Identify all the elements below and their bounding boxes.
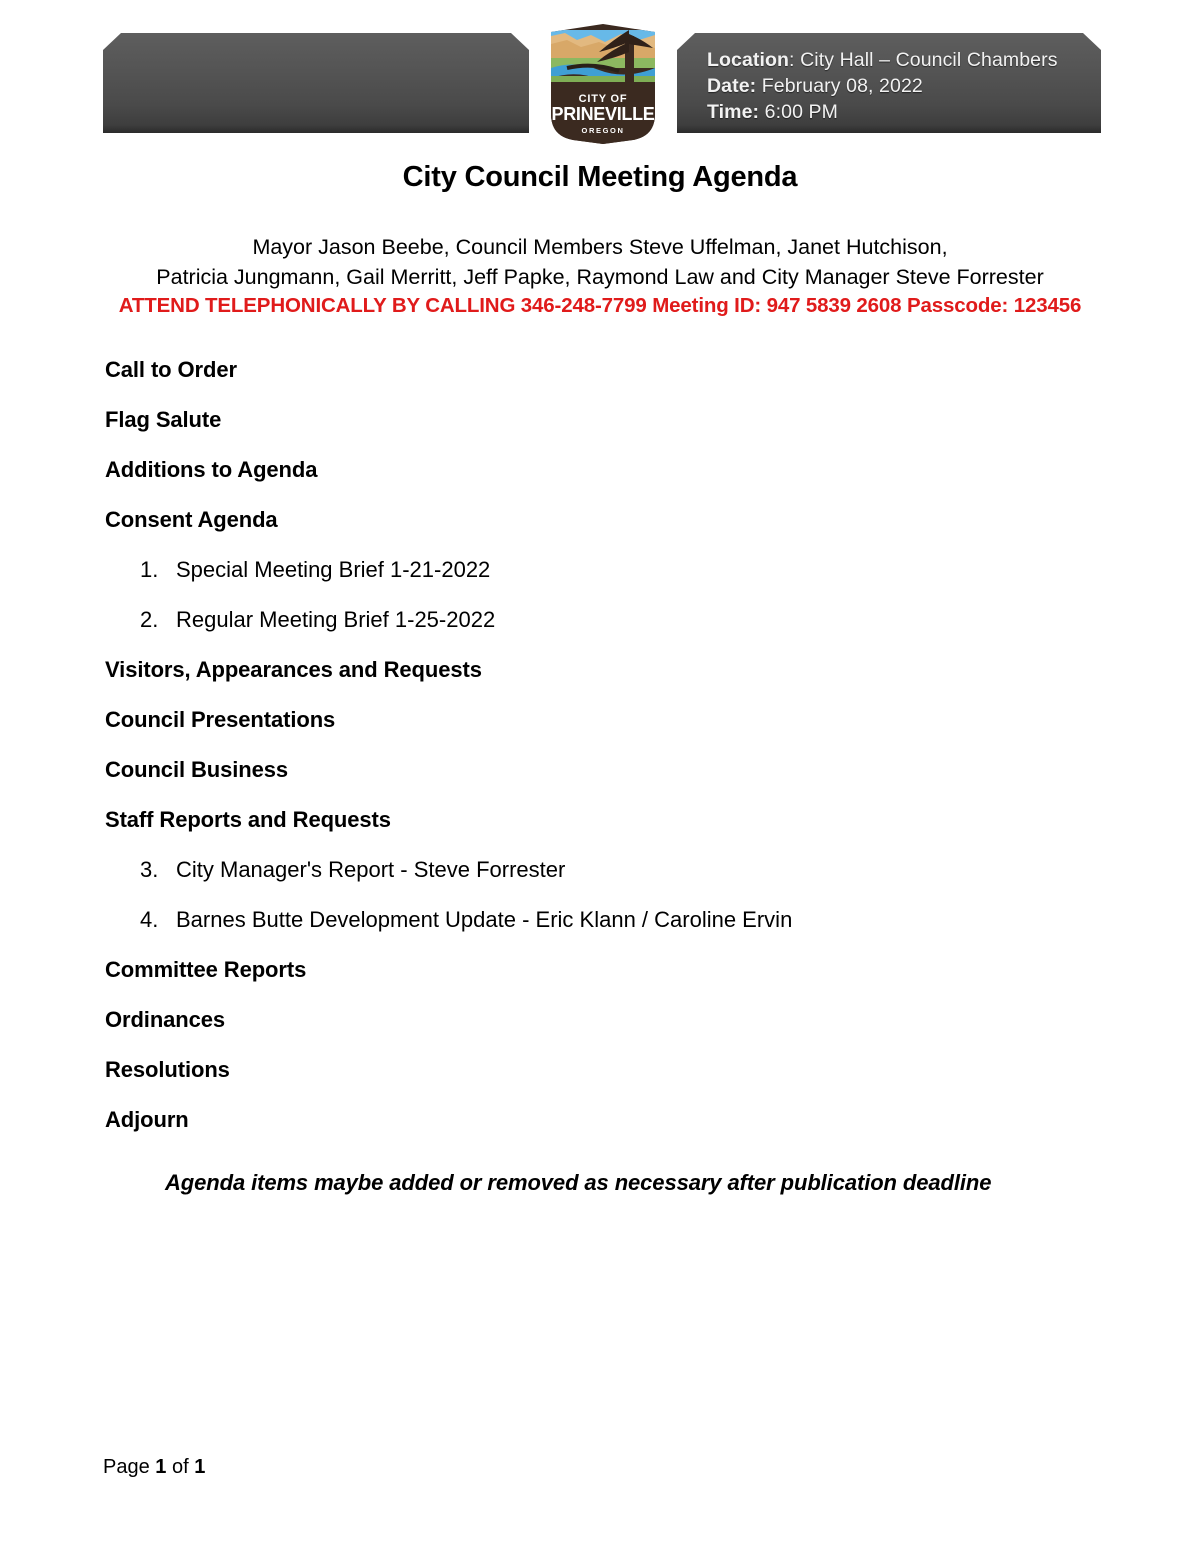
header-banner-left bbox=[103, 33, 529, 133]
agenda-heading-council-presentations: Council Presentations bbox=[105, 707, 336, 732]
list-item-number: 1. bbox=[140, 557, 159, 582]
list-item-label: Regular Meeting Brief 1-25-2022 bbox=[176, 607, 496, 632]
date-label: Date: bbox=[707, 75, 757, 97]
list-item bbox=[0, 906, 1200, 956]
attendees-line-1: Mayor Jason Beebe, Council Members Steve Uffelman, Janet Hutchison, bbox=[252, 235, 948, 259]
list-item bbox=[0, 856, 1200, 906]
page-title: City Council Meeting Agenda bbox=[402, 161, 798, 193]
list-item bbox=[0, 606, 1200, 656]
location-value: City Hall – Council Chambers bbox=[800, 49, 1058, 71]
agenda-list bbox=[0, 356, 1200, 1156]
attendees-block bbox=[0, 232, 1200, 320]
logo-line1: CITY OF bbox=[578, 93, 628, 105]
attendees-line-2: Patricia Jungmann, Gail Merritt, Jeff Papke, Raymond Law and City Manager Steve Forrester bbox=[156, 265, 1044, 289]
list-item-label: Special Meeting Brief 1-21-2022 bbox=[176, 557, 491, 582]
footer-total-pages: 1 bbox=[194, 1456, 206, 1478]
logo-line2: PRINEVILLE bbox=[551, 104, 655, 124]
list-item-number: 2. bbox=[140, 607, 159, 632]
page-footer bbox=[103, 1456, 205, 1479]
agenda-heading-staff-reports-and-requests: Staff Reports and Requests bbox=[105, 807, 391, 832]
footer-current-page: 1 bbox=[155, 1456, 167, 1478]
list-item bbox=[0, 556, 1200, 606]
footer-page-word: Page bbox=[103, 1456, 156, 1478]
list-item-label: City Manager's Report - Steve Forrester bbox=[176, 857, 566, 882]
list-item-label: Barnes Butte Development Update - Eric Klann / Caroline Ervin bbox=[176, 907, 793, 932]
agenda-heading-council-business: Council Business bbox=[105, 757, 288, 782]
footer-of-word: of bbox=[166, 1456, 195, 1478]
time-label: Time: bbox=[707, 101, 760, 123]
meeting-date-row bbox=[707, 73, 1087, 99]
city-of-prineville-logo-icon bbox=[541, 18, 665, 146]
telephonic-attendance-notice: ATTEND TELEPHONICALLY BY CALLING 346-248-7799 Meeting ID: 947 5839 2608 Passcode: 123456 bbox=[118, 294, 1082, 317]
list-item-number: 3. bbox=[140, 857, 159, 882]
agenda-heading-resolutions: Resolutions bbox=[105, 1057, 230, 1082]
agenda-heading-visitors-appearances-requests: Visitors, Appearances and Requests bbox=[105, 657, 482, 682]
agenda-heading-adjourn: Adjourn bbox=[105, 1107, 189, 1132]
list-item-number: 4. bbox=[140, 907, 159, 932]
location-separator: : bbox=[789, 49, 801, 71]
date-value: February 08, 2022 bbox=[756, 75, 923, 97]
meeting-location-row bbox=[707, 47, 1087, 73]
logo-line3: OREGON bbox=[581, 126, 625, 135]
agenda-heading-additions-to-agenda: Additions to Agenda bbox=[105, 457, 318, 482]
document-header bbox=[0, 0, 1200, 150]
agenda-heading-consent-agenda: Consent Agenda bbox=[105, 507, 278, 532]
publication-deadline-note: Agenda items maybe added or removed as necessary after publication deadline bbox=[165, 1170, 992, 1195]
meeting-time-row bbox=[707, 99, 1087, 125]
meeting-info-block bbox=[707, 47, 1087, 125]
agenda-heading-call-to-order: Call to Order bbox=[105, 357, 237, 382]
location-label: Location bbox=[707, 49, 790, 71]
agenda-heading-committee-reports: Committee Reports bbox=[105, 957, 307, 982]
agenda-heading-flag-salute: Flag Salute bbox=[105, 407, 222, 432]
agenda-heading-ordinances: Ordinances bbox=[105, 1007, 226, 1032]
time-value: 6:00 PM bbox=[759, 101, 838, 123]
